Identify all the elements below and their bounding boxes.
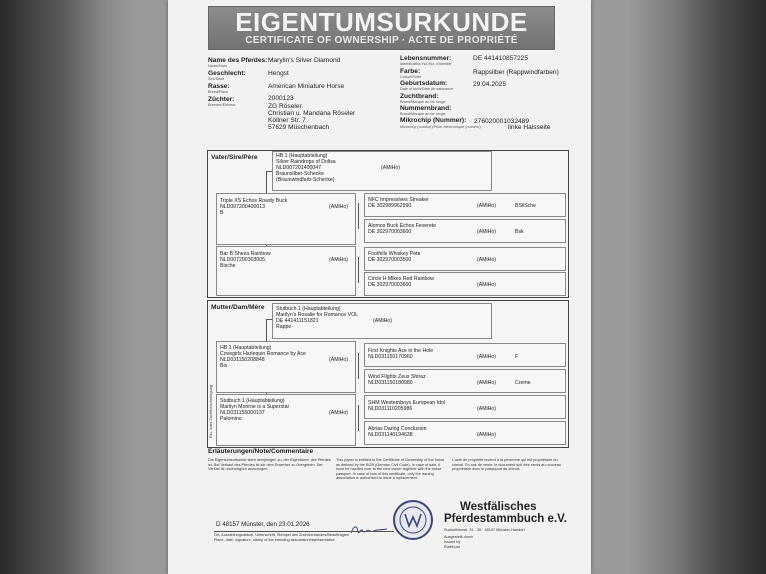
dam-g2-line2: NLD031150180980 [368, 380, 413, 386]
issued-by-fr: Établi par [444, 545, 461, 549]
association-address: Sudmühlenstr. 31 - 35 · 48157 Münster-Handorf [444, 528, 525, 532]
breeder-name: ZG Röseler [268, 103, 302, 110]
dam-p2-tag: (AMiHo) [329, 410, 349, 416]
sire-main-line5: (Braunwindfarb-Schecke) [276, 177, 335, 183]
dam-g4-tag: (AMiHo) [477, 432, 497, 438]
sire-g2-color: Bsk [515, 229, 524, 235]
dam-parent2-box [216, 394, 356, 446]
dam-gp4-box [364, 421, 566, 445]
sire-g1-color: BSilSche [515, 203, 537, 209]
association-name-1: Westfälisches [460, 501, 537, 513]
dam-g4-line1: Abrias Daring Conclusion [368, 426, 427, 432]
chip-sub: Microchip (number)/Puce électronique (numéro) [400, 125, 481, 129]
sire-heading: Vater/Sire/Père [211, 154, 258, 161]
certificate-title: EIGENTUMSURKUNDE [235, 7, 528, 37]
dam-g4-line2: NLD031140194638 [368, 432, 413, 438]
sire-g-connector1 [358, 203, 359, 229]
chip-number: 276020001032489 [474, 118, 530, 125]
horse-sex: Hengst [268, 70, 289, 77]
sire-parent1-box [216, 193, 356, 245]
dam-parent1-box [216, 341, 356, 393]
sire-g-connector2 [358, 257, 359, 283]
sire-g2-line1: Alomos Buck Echos Feverete [368, 223, 437, 229]
dob-sub: Date of birth/Date de naissance [400, 87, 454, 91]
dam-pedigree [207, 300, 569, 448]
sire-p1-line3: B [220, 210, 224, 216]
dam-p1-line4: Bis [220, 363, 228, 369]
sire-main-box [272, 151, 492, 191]
dam-main-line3: DE 441411151821 [276, 318, 319, 324]
dam-p1-line2: Covegirls Harlequin Romance by Ace [220, 351, 306, 357]
horse-name: Marylin's Silver Diamond [268, 57, 341, 64]
sire-g2-tag: (AMiHo) [477, 229, 497, 235]
dam-p2-line2: Marilyn Monroe is a Superstar [220, 404, 290, 410]
breeder-street: Köllner Str. 7 [268, 117, 306, 124]
breeder-sub: Breeder/Éleveur [208, 103, 236, 107]
certificate-banner [208, 6, 555, 50]
dam-g3-line1: SHM Westernboys European Idol [368, 400, 445, 406]
sire-main-line1: HB 1 (Hauptabteilung) [276, 153, 328, 159]
sire-pedigree [207, 150, 569, 298]
dam-g-connector1 [358, 353, 359, 379]
name-sub: Name/Nom [208, 64, 228, 68]
dam-main-box [272, 303, 492, 339]
notes-heading: Erläuterungen/Note/Commentaire [208, 448, 314, 455]
sire-g4-line2: DE 302970003600 [368, 282, 412, 288]
dam-connector-h [266, 319, 272, 320]
sire-g2-line2: DE 302970003600 [368, 229, 412, 235]
issued-by-en: Issued by [444, 540, 461, 544]
dam-gp3-box [364, 395, 566, 419]
dam-p2-line4: Palomino [220, 416, 242, 422]
dam-p1-tag: (AMiHo) [329, 357, 349, 363]
dam-p2-line1: Stutbuch 1 (Hauptabteilung) [220, 398, 285, 404]
notes-french: L'acte de propriété revient à la personne qui est propriétaire du cheval. En cas de vente, le document doit être remis au nouveau propriétaire avec le passeport du cheval. [452, 458, 562, 472]
sire-gp3-box [364, 247, 566, 271]
sire-p1-tag: (AMiHo) [329, 204, 349, 210]
sex-label: Geschlecht: [208, 70, 246, 77]
breeder-id: 2000123 [268, 95, 294, 102]
life-no-label: Lebensnummer: [400, 55, 452, 62]
name-label: Name des Pferdes: [208, 57, 268, 64]
brand-no-label: Nummernbrand: [400, 105, 452, 112]
sire-g3-line1: Foothills Whiskey Pete [368, 251, 421, 257]
dam-main-tag: (AMiHo) [373, 318, 393, 324]
dam-g1-tag: (AMiHo) [477, 354, 497, 360]
breeder-label: Züchter: [208, 96, 235, 103]
dam-p1-line3: NLD031150208848 [220, 357, 265, 363]
color-label: Farbe: [400, 68, 421, 75]
life-no-sub: Identification No./No. d'identité [400, 62, 452, 66]
horse-color: Rappsilber (Rappwindfarben) [473, 69, 559, 76]
sire-p2-line3: Bische [220, 263, 236, 269]
sire-p1-line2: NLD007200400013 [220, 204, 265, 210]
chip-label: Mikrochip (Nummer): [400, 117, 467, 124]
seal-emblem-icon [395, 502, 431, 538]
dam-g3-line2: NLD031110205986 [368, 406, 413, 412]
breeder-city: 57629 Müschenbach [268, 124, 330, 131]
side-text: Ein- oder Zuchtbescheinigung [208, 384, 213, 438]
notes-english: This paper is entitled to the Certificate of Ownership of the horse as defined by the BGB (German Civil Code). In case of sale, it must be handed over to the new owner together with the horse passport. In case of loss of this certificate, only the issuing association is authorised to issue a replacement. [336, 458, 445, 481]
sire-gp1-box [364, 193, 566, 217]
certificate-paper [168, 0, 591, 574]
issue-place-caption: Ort, Ausstellungsdatum, Unterschrift, Stempel des Zuchtverbandes/Beauftragten [214, 533, 350, 537]
dam-p1-line1: HB 1 (Hauptabteilung) [220, 345, 272, 351]
dam-g-connector2 [358, 405, 359, 431]
sire-g1-tag: (AMiHo) [477, 203, 497, 209]
dam-main-line2: Marilyn's Rosalie for Romance VOL [276, 312, 359, 318]
sire-g4-tag: (AMiHo) [477, 282, 497, 288]
breeder-name2: Christian u. Mandana Röseler [268, 110, 356, 117]
dam-gp1-box [364, 343, 566, 367]
sire-g1-line1: NFC Impressives Streaker [368, 197, 429, 203]
brand-no-sub: Brand/Marque au fer rouge [400, 112, 446, 116]
sire-p2-line2: NLD007200303005 [220, 257, 265, 263]
certificate-subtitle: CERTIFICATE OF OWNERSHIP · ACTE DE PROPRIÉTÉ [245, 35, 518, 46]
sire-gp2-box [364, 219, 566, 243]
dob-label: Geburtsdatum: [400, 80, 448, 87]
dam-g1-line2: NLD031150170960 [368, 354, 413, 360]
dam-g3-tag: (AMiHo) [477, 406, 497, 412]
issue-place-caption2: Place, date, signature, stamp of the breeding association/representative [214, 538, 335, 542]
date-of-birth: 29.04.2025 [473, 81, 507, 88]
association-name-2: Pferdestammbuch e.V. [444, 513, 567, 525]
dam-g2-tag: (AMiHo) [477, 380, 497, 386]
sire-gp4-box [364, 272, 566, 296]
issued-by: Ausgestellt durch [444, 535, 474, 539]
breed-sub: Breed/Race [208, 90, 229, 94]
dam-main-line1: Stutbuch 1 (Hauptabteilung) [276, 306, 341, 312]
breed-label: Rasse: [208, 83, 230, 90]
dam-g1-color: F [515, 354, 519, 360]
dam-gp2-box [364, 369, 566, 393]
horse-breed: American Miniature Horse [268, 83, 345, 90]
sire-main-line3: NLD007201400047 [276, 165, 321, 171]
notes-german: Die Eigentumsurkunde steht demjenigen zu, der Eigentümer des Pferdes ist. Bei Verkauf des Pferdes ist sie dem Erwerber zu übergeben. Der Verlust ist unverzüglich anzuzeigen. [208, 458, 331, 472]
sire-main-line2: Silver Raindrops of Dolisa [276, 159, 336, 165]
dam-g1-line1: First Knights Ace in the Hole [368, 348, 434, 354]
dam-g2-color: Creme [515, 380, 531, 386]
dam-heading: Mutter/Dam/Mère [211, 304, 265, 311]
sire-p1-line1: Triple XS Echos Rowdy Buck [220, 198, 288, 204]
sire-g4-line1: Circle H Mikes Red Rainbow [368, 276, 435, 282]
sire-p2-line1: Bar B Sheza Rainbow [220, 251, 271, 257]
signature-line [214, 531, 394, 532]
sire-g3-line2: DE 302970003500 [368, 257, 412, 263]
signature-icon [349, 523, 389, 537]
sire-g3-tag: (AMiHo) [477, 257, 497, 263]
issue-place-date: D 48157 Münster, den 23.01.2026 [216, 521, 310, 528]
dam-main-line4: Rappe [276, 324, 292, 330]
sire-p2-tag: (AMiHo) [329, 257, 349, 263]
dam-p2-line3: NLD031155000137 [220, 410, 265, 416]
brand-sub: Brand/Marque au fer rouge [400, 100, 446, 104]
sire-parent2-box [216, 246, 356, 296]
sire-g1-line2: DE 302989962990 [368, 203, 412, 209]
sire-main-tag: (AMiHo) [381, 165, 401, 171]
dam-g2-line1: Wind Flights Zeus Shiraz [368, 374, 426, 380]
life-number: DE 441410857225 [473, 55, 528, 62]
chip-position: linke Halsseite [508, 124, 551, 131]
sire-connector-h [266, 171, 272, 172]
sire-main-line4: Braunsilber-Schecke [276, 171, 324, 177]
association-seal [393, 500, 433, 540]
brand-label: Zuchtbrand: [400, 93, 439, 100]
color-sub: Colour/Robe [400, 75, 422, 79]
sex-sub: Sex/Sexe [208, 77, 225, 81]
